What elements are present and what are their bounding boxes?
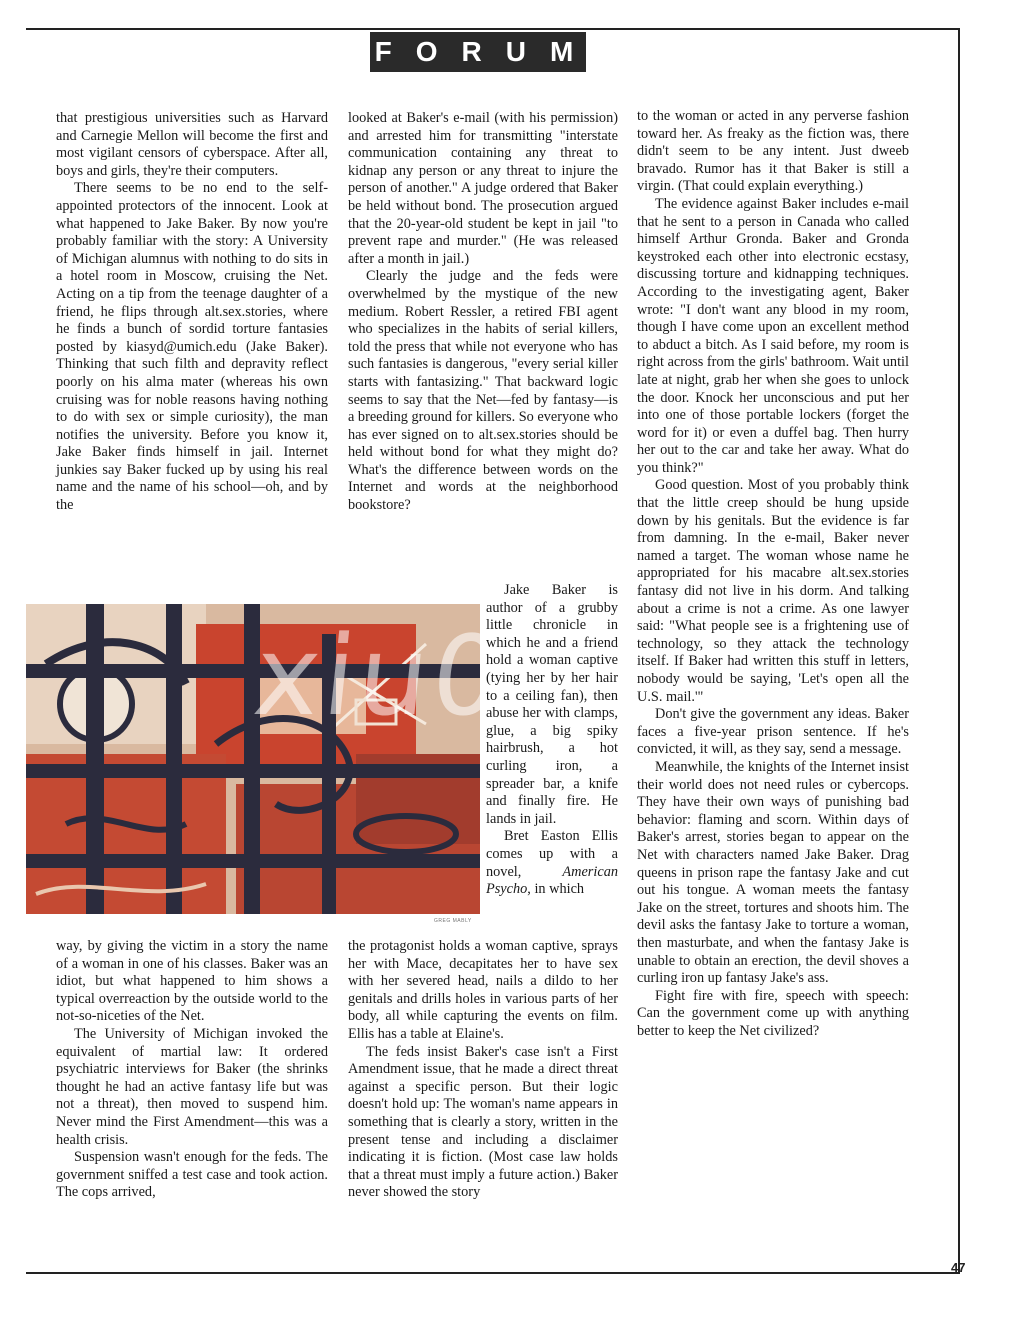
page-number: 47 [951,1260,966,1275]
paragraph: way, by giving the victim in a story the name of a woman in one of his classes. Baker was an idiot, but what happened to him shows a typical overreaction by the outside world to the not-so-niceties of the Net. [56,938,328,1025]
text-run: Bret Easton Ellis comes up with a novel, [486,828,618,880]
paragraph: Good question. Most of you probably think that the little creep should be hung upside down by his genitals. But the evidence is far from damning. In the e-mail, Baker never named a target. The woman whose name he appropriated for his macabre alt.sex.stories fantasy did not live in his dorm. And talking about a crime is not a crime. As one lawyer said: "What people see is a frightening use of technology, so they attack the technology itself. If Baker had written this stuff in letters, nobody would be saying, 'Let's open all the U.S. mail.'" [637,477,909,705]
column-2-bottom [348,938,618,1202]
paragraph: Suspension wasn't enough for the feds. The government sniffed a test case and took action. The cops arrived, [56,1149,328,1201]
paragraph: Don't give the government any ideas. Baker faces a five-year prison sentence. If he's convicted, it will, as they say, send a message. [637,706,909,758]
section-banner: FORUM [370,32,586,72]
column-3 [637,108,909,1040]
paragraph: to the woman or acted in any perverse fashion toward her. As freaky as the fiction was, there didn't seem to be any intent. Just dweeb bravado. Rumor has it that Baker is still a virgin. (That could explain everything.) [637,108,909,195]
paragraph: that prestigious universities such as Harvard and Carnegie Mellon will become the first and most vigilant censors of cyberspace. After all, boys and girls, they're their computers. [56,110,328,179]
watermark: xiu0 [248,612,514,740]
paragraph: There seems to be no end to the self-appointed protectors of the innocent. Look at what happened to Jake Baker. By now you're probably familiar with the story: A University of Michigan alumnus with nothing to do sits in a hotel room in Moscow, cruising the Net. Acting on a tip from the teenage daughter of a friend, he flips through alt.sex.stories, where he finds a bunch of sordid torture fantasies posted by kiasyd@umich.edu (Jake Baker). Thinking that such filth and depravity reflect poorly on his alma mater (whereas his own cruising was for noble reasons having nothing to do with sex or simple curiosity), the man notifies the university. Before you know it, Jake Baker finds himself in jail. Internet junkies say Baker fucked up by using his real name and the name of his school—oh, and by the [56,180,328,514]
paragraph: The University of Michigan invoked the equivalent of martial law: It ordered psychiatric interviews for Baker (the shrinks thought he had an active fantasy life but was not a threat), then moved to suspend him. Never mind the First Amendment—this was a health crisis. [56,1025,328,1148]
column-2-top [348,110,618,515]
illustration-credit: GREG MABLY [434,918,472,924]
paragraph: The evidence against Baker includes e-mail that he sent to a person in Canada who called himself Arthur Gronda. Baker and Gronda keystroked each other into electronic ecstasy, discussing torture and kidnapping techniques. According to the investigating agent, Baker wrote: "I don't want any blood in my room, though I have come upon an excellent method to abduct a bitch. As I said before, my room is right across from the girls' bathroom. Wait until late at night, grab her when she goes to unlock the door. Knock her unconscious and put her into one of those portable lockers (forget the word for it) or even a duffel bag. Then hurry her out to the car and take her away. What do you think?" [637,195,909,476]
paragraph: The feds insist Baker's case isn't a First Amendment issue, that he made a direct threat against a specific person. But their logic doesn't hold up: The woman's name appears in something that is clearly a story, written in the present tense and including a disclaimer indicating it is fiction. (Most case law holds that a threat must imply a future action.) Baker never showed the story [348,1043,618,1201]
paragraph: the protagonist holds a woman captive, sprays her with Mace, decapitates her to have sex with her severed head, nails a dildo to her genitals and drills holes in various parts of her body, all while capturing the events on film. Ellis has a table at Elaine's. [348,938,618,1042]
abstract-illustration [26,604,480,914]
column-2-inset [486,582,618,899]
paragraph: Fight fire with fire, speech with speech: Can the government come up with anything better to keep the Net civilized? [637,987,909,1039]
column-1-bottom [56,938,328,1202]
text-run: , in which [527,881,585,898]
paragraph: Clearly the judge and the feds were overwhelmed by the mystique of the new medium. Robert Ressler, a retired FBI agent who specializes in the habits of serial killers, told the press that while not everyone who has such fantasies is dangerous, "every serial killer starts with fantasizing." That backward logic seems to say that the Net—fed by fantasy—is a breeding ground for killers. So everyone who has ever signed on to alt.sex.stories should be held without bond for what they might do? What's the difference between words on the Internet and words at the neighborhood bookstore? [348,268,618,514]
illustration [26,604,480,914]
column-1-top [56,110,328,515]
paragraph: Meanwhile, the knights of the Internet insist their world does not need rules or cybercops. They have their own ways of punishing bad behavior: flaming and scorn. Within days of Baker's arrest, stories began to appear on the Net with characters named Jake Baker. Drag queens in prison rape the fantasy Jake and cut out his tongue. A woman meets the fantasy Jake on the street, tortures and shoots him. The devil asks the fantasy Jake to torture a woman, then masturbate, and when the fantasy Jake is unable to obtain an erection, the devil shoves a curling iron up fantasy Jake's ass. [637,758,909,987]
paragraph [486,828,618,898]
paragraph: Jake Baker is author of a grubby little chronicle in which he and a friend hold a woman captive (tying her by her hair to a ceiling fan), then abuse her with clamps, glue, a big spiky hairbrush, a hot curling iron, a spreader bar, a knife and finally fire. He lands in jail. [486,582,618,827]
book-title: American Psycho [486,863,618,898]
paragraph: looked at Baker's e-mail (with his permission) and arrested him for transmitting "interstate communication containing any threat to kidnap any person or any threat to injure the person of another." A judge ordered that Baker be held without bond. The prosecution argued that the 20-year-old student be kept in jail "to prevent rape and murder." (He was released after a month in jail.) [348,110,618,267]
